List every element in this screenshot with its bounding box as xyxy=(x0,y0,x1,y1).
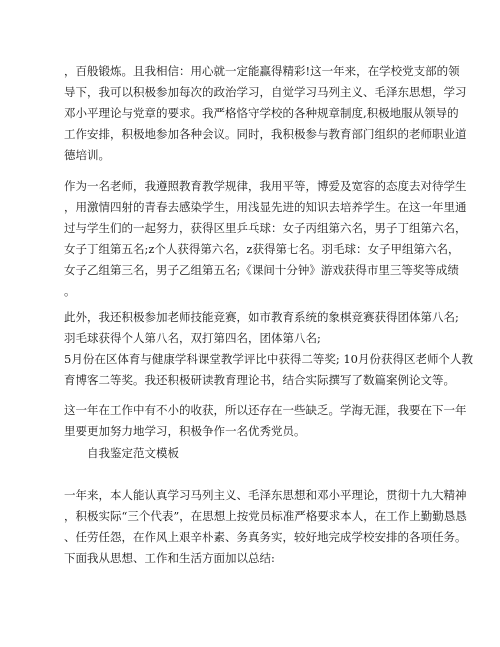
text-line: 女子乙组第三名，男子乙组第五名;《课间十分钟》游戏获得市里三等奖等成绩 xyxy=(64,263,459,277)
text-line: 5月份在区体育与健康学科课堂教学评比中获得二等奖; 10月份获得区老师个人教 xyxy=(64,352,473,366)
paragraph-reflection xyxy=(64,400,467,442)
text-line: 、任劳任怨，在作风上艰辛朴素、务真务实，较好地完成学校安排的各项任务。 xyxy=(64,530,467,544)
text-line: 这一年在工作中有不小的收获，所以还存在一些缺乏。学海无涯，我要在下一年 xyxy=(64,403,467,417)
paragraph-competitions xyxy=(64,307,473,391)
paragraph-teaching xyxy=(64,176,467,302)
text-line: 一年来，本人能认真学习马列主义、毛泽东思想和邓小平理论，贯彻十九大精神 xyxy=(64,488,467,502)
text-line: 里要更加努力地学习，积极争作一名优秀党员。 xyxy=(64,424,306,438)
text-line: ，百般锻炼。且我相信：用心就一定能赢得精彩!这一年来，在学校党支部的领 xyxy=(64,64,460,78)
text-line: 过与学生们的一起努力，获得区里乒乓球：女子丙组第六名，男子丁组第六名， xyxy=(64,221,467,235)
text-line: 。 xyxy=(64,284,76,298)
section-heading: 自我鉴定范文模板 xyxy=(87,446,179,460)
text-line: 邓小平理论与党章的要求。我严格恪守学校的各种规章制度,积极地服从领导的 xyxy=(64,106,459,120)
text-line: 作为一名老师，我遵照教育教学规律，我用平等，博爱及宽容的态度去对待学生 xyxy=(64,179,467,193)
paragraph-political-study xyxy=(64,61,467,166)
text-line: 下面我从思想、工作和生活方面加以总结: xyxy=(64,551,275,565)
text-line: 羽毛球获得个人第八名，双打第四名，团体第八名; xyxy=(64,331,321,345)
paragraph-summary xyxy=(64,485,467,569)
text-line: ，积极实际“三个代表”，在思想上按党员标准严格要求本人，在工作上勤勤恳恳 xyxy=(64,509,467,523)
text-line: ，用激情四射的青春去感染学生，用浅显先进的知识去培养学生。在这一年里通 xyxy=(64,200,467,214)
text-line: 育博客二等奖。我还积极研读教育理论书，结合实际撰写了数篇案例论文等。 xyxy=(64,373,455,387)
text-line: 导下，我可以积极参加每次的政治学习，自觉学习马列主义、毛泽东思想，学习 xyxy=(64,85,467,99)
text-line: 此外，我还积极参加老师技能竞赛，如市教育系统的象棋竞赛获得团体第八名; xyxy=(64,310,459,324)
text-line: 女子丁组第五名;z个人获得第六名，z获得第七名。羽毛球：女子甲组第六名， xyxy=(64,242,460,256)
text-line: 德培训。 xyxy=(64,148,110,162)
text-line: 工作安排，积极地参加各种会议。同时，我积极参与教育部门组织的老师职业道 xyxy=(64,127,467,141)
